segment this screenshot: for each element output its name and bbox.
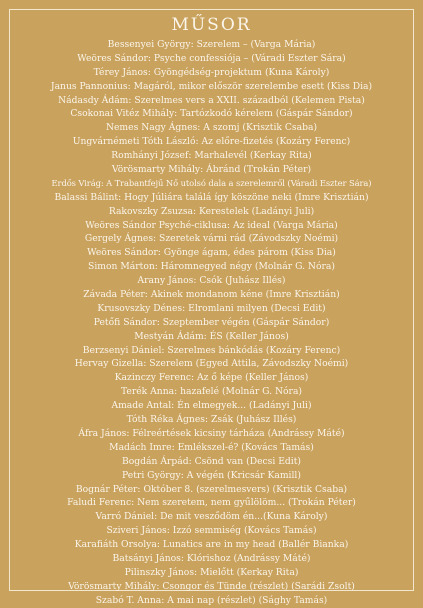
program-item: Áfra János: Félreértések kicsiny tárháza (Andrássy Máté) [78, 427, 345, 439]
program-item: Bognár Péter: Október 8. (szerelmesvers) (Krisztik Csaba) [75, 483, 348, 495]
program-item: Ungvárnémeti Tóth László: Az előre-fizetés (Kozáry Ferenc) [72, 136, 351, 148]
program-item: Mestyán Ádám: ÉS (Keller János) [134, 330, 289, 342]
program-item: Vörösmarty Mihály: Ábránd (Trokán Péter) [111, 164, 312, 176]
program-item: Amade Antal: Én elmegyek... (Ladányi Juli) [111, 400, 312, 412]
program-item: Bogdán Árpád: Csönd van (Decsi Edit) [121, 455, 302, 467]
program-item: Vörösmarty Mihály: Csongor és Tünde (részlet) (Sarádi Zsolt) [68, 580, 355, 592]
program-item: Romhányi József: Marhalevél (Kerkay Rita) [111, 150, 312, 162]
program-title: MŰSOR [171, 15, 252, 35]
program-item: Janus Pannonius: Magáról, mikor először szerelembe esett (Kiss Dia) [50, 80, 373, 92]
program-item: Weöres Sándor: Gyönge ágam, édes párom (Kiss Dia) [87, 247, 336, 259]
program-item: Pilinszky János: Mielőtt (Kerkay Rita) [124, 566, 299, 578]
program-item: Madách Imre: Emlékszel-é? (Kovács Tamás) [109, 441, 314, 453]
program-item: Térey János: Gyöngédség-projektum (Kuna Károly) [93, 66, 330, 78]
program-item: Balassi Bálint: Hogy Júliára találá így köszöne neki (Imre Krisztián) [54, 191, 369, 203]
program-item: Bessenyei György: Szerelem – (Varga Mária) [107, 39, 316, 50]
program-item: Hervay Gizella: Szerelem (Egyed Attila, Závodszky Noémi) [74, 358, 349, 370]
program-item: Varró Dániel: De mit vesződöm én...(Kuna Károly) [95, 511, 328, 523]
program-item: Weöres Sándor: Psyche confessiója – (Váradi Eszter Sára) [77, 52, 346, 64]
program-item: Závada Péter: Akinek mondanom kéne (Imre Krisztián) [83, 289, 340, 301]
program-item: Petri György: A végén (Kricsár Kamill) [122, 469, 301, 481]
program-item: Sziveri János: Izzó semmiség (Kovács Tamás) [106, 525, 317, 537]
program-list [0, 38, 423, 608]
program-item: Erdős Virág: A Trabantfejű Nő utolsó dala a szerelemről (Váradi Eszter Sára) [51, 177, 372, 188]
program-item: Nádasdy Ádám: Szerelmes vers a XXII. századból (Kelemen Pista) [58, 94, 365, 106]
program-item: Szabó T. Anna: A mai nap (részlet) (Sághy Tamás) [95, 594, 328, 606]
program-item: Batsányi János: Klórishoz (Andrássy Máté) [112, 552, 311, 564]
program-item: Csokonai Vitéz Mihály: Tartózkodó kérelem (Gáspár Sándor) [70, 108, 353, 120]
program-item: Tóth Réka Ágnes: Zsák (Juhász Illés) [126, 414, 297, 426]
program-item: Terék Anna: hazafelé (Molnár G. Nóra) [120, 386, 303, 398]
program-item: Krusovszky Dénes: Elromlani milyen (Decsi Edit) [97, 302, 326, 314]
program-item: Karafiáth Orsolya: Lunatics are in my head (Ballér Bianka) [74, 539, 349, 551]
program-item: Petőfi Sándor: Szeptember végén (Gáspár Sándor) [93, 316, 330, 328]
program-item: Faludi Ferenc: Nem szeretem, nem gyűlölöm... (Trokán Péter) [67, 497, 356, 509]
program-item: Berzsenyi Dániel: Szerelmes bánkódás (Kozáry Ferenc) [82, 344, 341, 356]
program-item: Simon Márton: Háromnegyed négy (Molnár G. Nóra) [88, 261, 335, 273]
program-item: Kazinczy Ferenc: Az ő képe (Keller János) [114, 372, 309, 384]
program-item: Arany János: Csók (Juhász Illés) [137, 275, 286, 287]
program-item: Weöres Sándor Psyché-ciklusa: Az ideal (Varga Mária) [85, 219, 338, 231]
program-item: Rakovszky Zsuzsa: Kerestelek (Ladányi Juli) [108, 205, 315, 217]
program-item: Gergely Ágnes: Szeretek várni rád (Závodszky Noémi) [84, 233, 339, 245]
program-item: Nemes Nagy Ágnes: A szomj (Krisztik Csaba) [105, 122, 318, 134]
